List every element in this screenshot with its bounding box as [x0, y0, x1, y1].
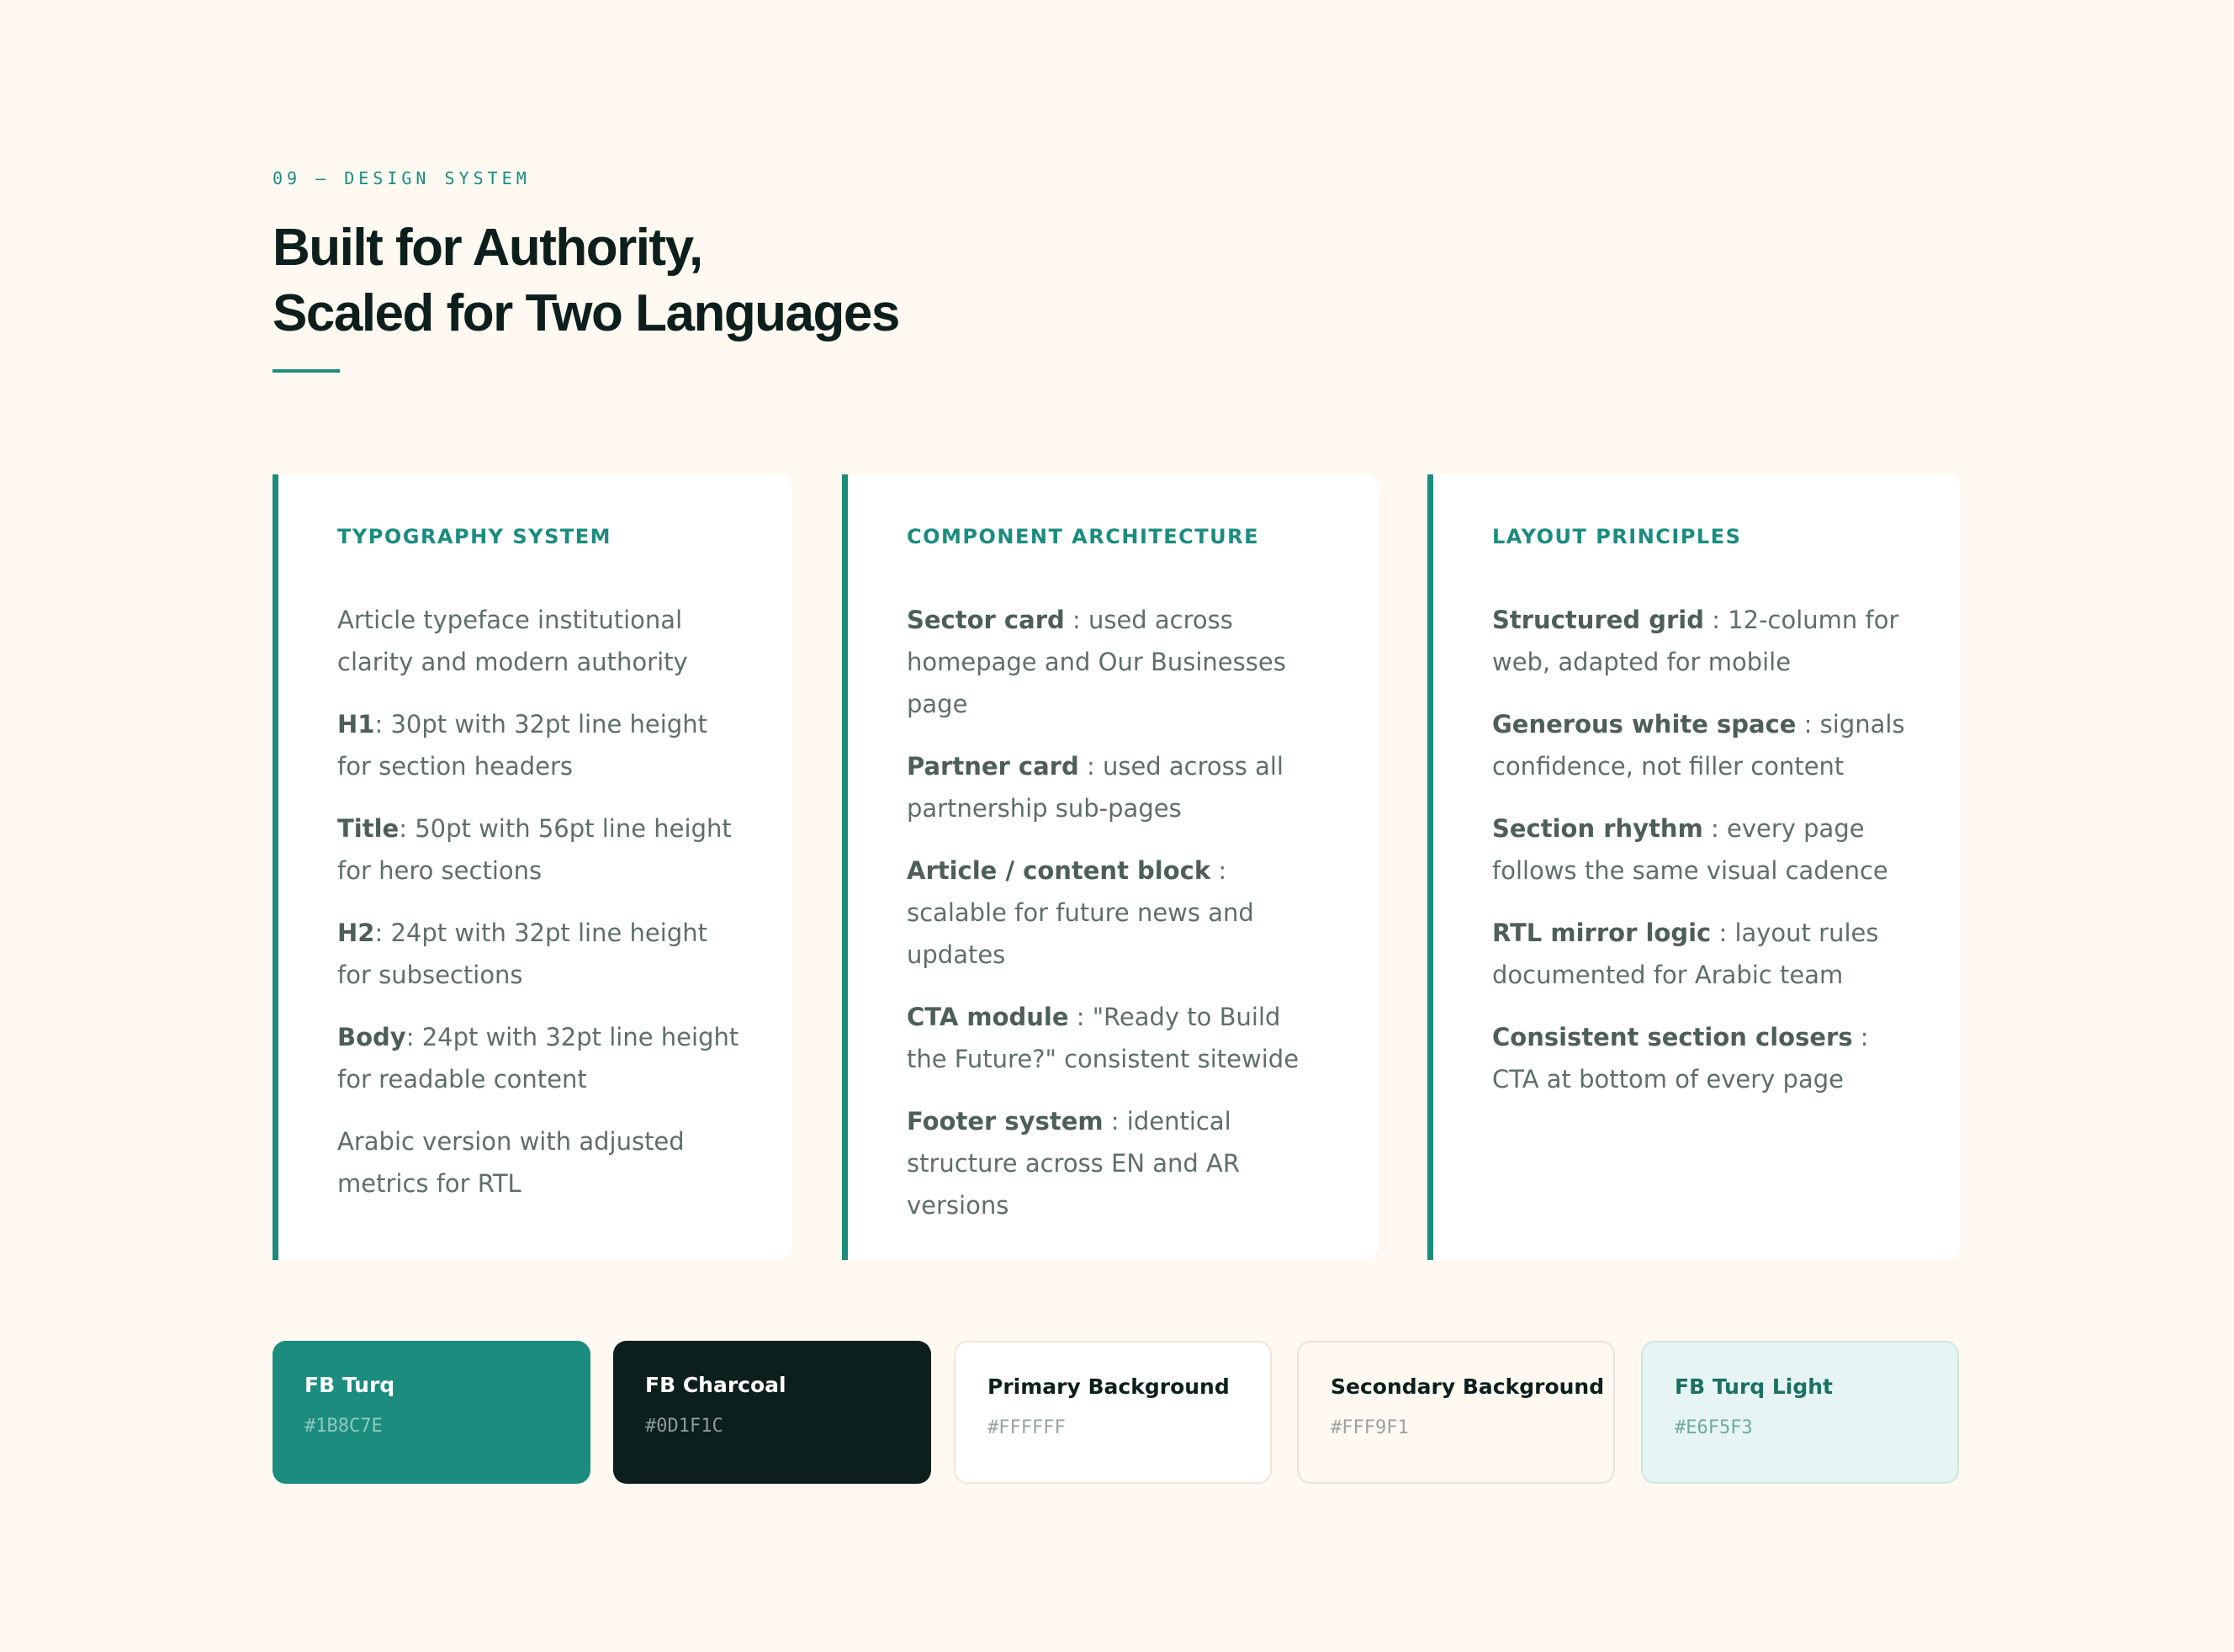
swatch-name: Secondary Background: [1331, 1374, 1605, 1399]
list-item: Arabic version with adjusted metrics for RTL: [337, 1127, 685, 1198]
list-item: H2: 24pt with 32pt line height for subsections: [337, 919, 707, 989]
swatch-hex: #1B8C7E: [304, 1416, 383, 1437]
list-item: CTA module : "Ready to Build the Future?" consistent sitewide: [907, 1003, 1300, 1073]
list-item: Sector card : used across homepage and Our Businesses page: [907, 606, 1286, 718]
list-item: Article / content block : scalable for future news and updates: [907, 856, 1254, 969]
list-item: Consistent section closers : CTA at bottom of every page: [1492, 1023, 1869, 1093]
page-title-line-1: Built for Authority,: [273, 219, 702, 277]
swatch-name: FB Turq Light: [1675, 1374, 1834, 1399]
list-item: Structured grid : 12-column for web, adapted for mobile: [1492, 606, 1899, 676]
section-eyebrow: 09 — DESIGN SYSTEM: [273, 168, 531, 188]
swatch-hex: #FFFFFF: [987, 1417, 1066, 1438]
color-swatch-fb-charcoal: [613, 1341, 931, 1484]
list-item: Article typeface institutional clarity and modern authority: [337, 606, 688, 676]
list-item: RTL mirror logic : layout rules documented for Arabic team: [1492, 919, 1879, 989]
list-item: Title: 50pt with 56pt line height for hero sections: [337, 814, 732, 885]
list-item: Generous white space : signals confidence, not filler content: [1492, 710, 1905, 781]
page-title: [273, 215, 899, 347]
card-list: [1492, 599, 1910, 1100]
swatch-hex: #0D1F1C: [645, 1416, 723, 1437]
list-item: Partner card : used across all partnership sub-pages: [907, 752, 1284, 823]
color-swatch-fb-turq-light: [1641, 1341, 1959, 1484]
typography-system-card: [273, 474, 792, 1260]
page-title-line-2: Scaled for Two Languages: [273, 284, 899, 342]
card-title: TYPOGRAPHY SYSTEM: [337, 525, 612, 548]
swatch-name: Primary Background: [987, 1374, 1230, 1399]
list-item: Footer system : identical structure across EN and AR versions: [907, 1107, 1241, 1220]
title-underline: [273, 369, 340, 373]
card-list: [907, 599, 1328, 1226]
swatch-name: FB Charcoal: [645, 1373, 786, 1397]
color-swatch-fb-turq: [273, 1341, 590, 1484]
swatch-hex: #E6F5F3: [1675, 1417, 1753, 1438]
layout-principles-card: [1427, 474, 1961, 1260]
list-item: H1: 30pt with 32pt line height for section headers: [337, 710, 707, 781]
list-item: Section rhythm : every page follows the same visual cadence: [1492, 814, 1888, 885]
component-architecture-card: [842, 474, 1379, 1260]
card-title: LAYOUT PRINCIPLES: [1492, 525, 1742, 548]
list-item: Body: 24pt with 32pt line height for readable content: [337, 1023, 739, 1093]
color-swatch-primary-background: [954, 1341, 1272, 1484]
swatch-name: FB Turq: [304, 1373, 395, 1397]
swatch-hex: #FFF9F1: [1331, 1417, 1409, 1438]
card-title: COMPONENT ARCHITECTURE: [907, 525, 1259, 548]
card-list: [337, 599, 742, 1205]
color-swatch-secondary-background: [1297, 1341, 1615, 1484]
